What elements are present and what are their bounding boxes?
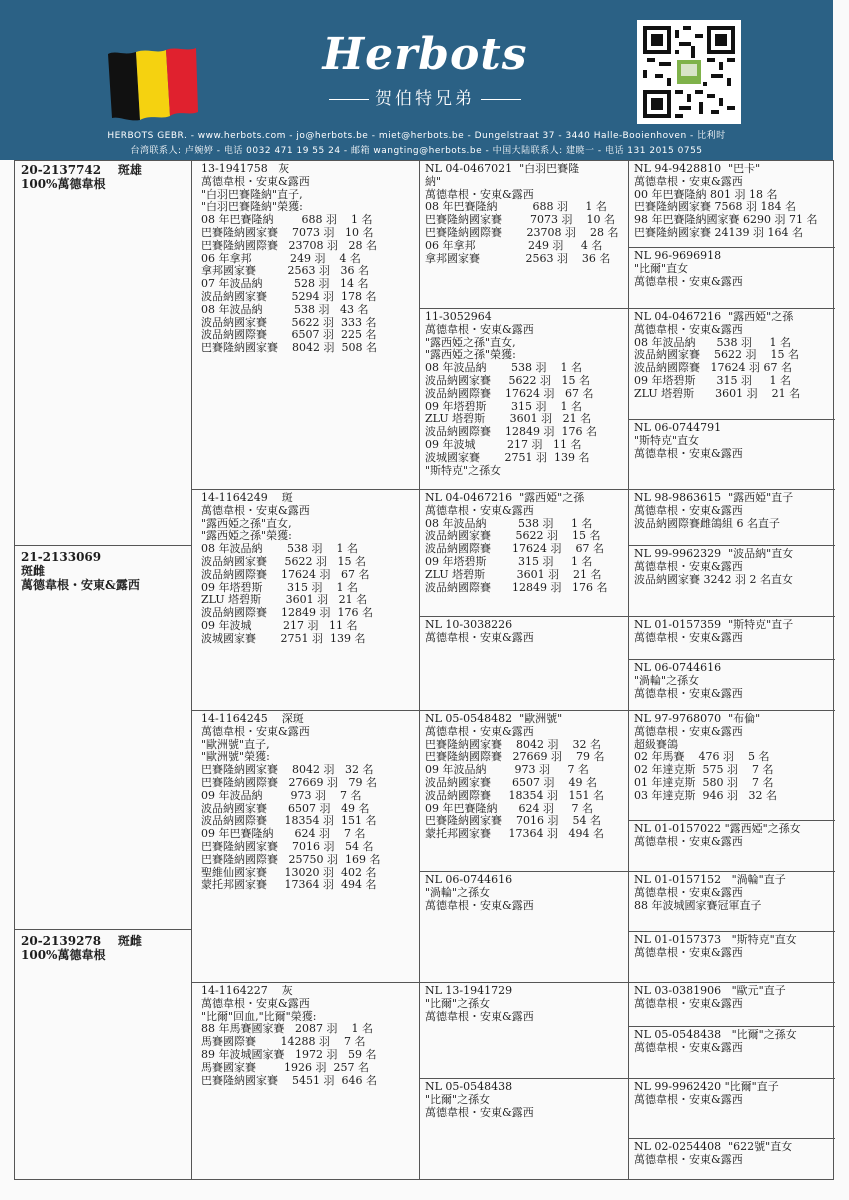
- pedigree-entry: NL 13-1941729 "比爾"之孫女 萬德韋根・安東&露西: [425, 985, 534, 1023]
- pedigree-entry: NL 01-0157373 "斯特克"直女 萬德韋根・安東&露西: [634, 934, 797, 959]
- row-divider: [628, 982, 835, 983]
- row-divider: [628, 710, 835, 711]
- pedigree-entry: NL 05-0548482 "歐洲號" 萬德韋根・安東&露西 巴賽隆納國家賽 8042 羽 32 名 巴賽隆納國際賽 27669 羽 79 名 09 年波品納 973 羽 7 名 波品納國家賽 6507 羽 49 名 波品納國際賽 18354 羽 151 名 09 年巴賽隆納 624 羽 7 名 巴賽隆納國家賽 7016 羽 54 名 蒙托邦國家賽 17364 羽 494 名: [425, 713, 605, 841]
- brand-subtitle-row: [310, 84, 540, 109]
- row-divider: [419, 489, 628, 490]
- pigeon-subject-dam: 20-2139278 斑雌 100%萬德韋根: [21, 934, 142, 962]
- pedigree-entry: NL 05-0548438 "比爾"之孫女 萬德韋根・安東&露西: [634, 1029, 797, 1054]
- pedigree-entry: NL 01-0157359 "斯特克"直子 萬德韋根・安東&露西: [634, 619, 794, 644]
- column-divider: [191, 161, 192, 1179]
- row-divider: [628, 931, 835, 932]
- pedigree-entry: NL 99-9962329 "波品納"直女 萬德韋根・安東&露西 波品納國家賽 3242 羽 2 名直女: [634, 548, 794, 586]
- row-divider: [15, 545, 191, 546]
- pedigree-entry: 13-1941758 灰 萬德韋根・安東&露西 "白羽巴賽隆納"直子, "白羽巴賽隆納"榮獲: 08 年巴賽隆納 688 羽 1 名 巴賽隆納國家賽 7073 羽 10 名 巴賽隆納國際賽 23708 羽 28 名 06 年拿邦 249 羽 4 名 拿邦國家賽 2563 羽 36 名 07 年波品納 528 羽 14 名 波品納國家賽 5294 羽 178 名 08 年波品納 538 羽 43 名 波品納國家賽 5622 羽 333 名 波品納國際賽 6507 羽 225 名 巴賽隆納國家賽 8042 羽 508 名: [201, 163, 377, 355]
- row-divider: [628, 545, 835, 546]
- row-divider: [191, 710, 419, 711]
- qr-code-icon: [643, 26, 735, 118]
- pedigree-entry: NL 06-0744616 "渦輪"之孫女 萬德韋根・安東&露西: [634, 662, 743, 700]
- pedigree-entry: 14-1164249 斑 萬德韋根・安東&露西 "露西婭之孫"直女, "露西婭之孫"榮獲: 08 年波品納 538 羽 1 名 波品納國家賽 5622 羽 15 名 波品納國際賽 17624 羽 67 名 09 年塔碧斯 315 羽 1 名 ZLU 塔碧斯 3601 羽 21 名 波品納國際賽 12849 羽 176 名 09 年波城 217 羽 11 名 波城國家賽 2751 羽 139 名: [201, 492, 373, 645]
- row-divider: [628, 820, 835, 821]
- pedigree-entry: NL 10-3038226 萬德韋根・安東&露西: [425, 619, 534, 644]
- pedigree-table: [14, 160, 834, 1180]
- pedigree-entry: NL 04-0467216 "露西婭"之孫 萬德韋根・安東&露西 08 年波品納 538 羽 1 名 波品納國家賽 5622 羽 15 名 波品納國際賽 17624 羽 67 名 09 年塔碧斯 315 羽 1 名 ZLU 塔碧斯 3601 羽 21 名: [634, 311, 801, 400]
- pedigree-entry: NL 01-0157022 "露西婭"之孫女 萬德韋根・安東&露西: [634, 823, 801, 848]
- pedigree-entry: NL 99-9962420 "比爾"直子 萬德韋根・安東&露西: [634, 1081, 779, 1106]
- pedigree-entry: 14-1164245 深斑 萬德韋根・安東&露西 "歐洲號"直子, "歐洲號"榮獲: 巴賽隆納國家賽 8042 羽 32 名 巴賽隆納國際賽 27669 羽 79 名 09 年波品納 973 羽 7 名 波品納國家賽 6507 羽 49 名 波品納國際賽 18354 羽 151 名 09 年巴賽隆納 624 羽 7 名 巴賽隆納國家賽 7016 羽 54 名 巴賽隆納國際賽 25750 羽 169 名 聖維仙國家賽 13020 羽 402 名 蒙托邦國家賽 17364 羽 494 名: [201, 713, 381, 892]
- pedigree-entry: NL 02-0254408 "622號"直女 萬德韋根・安東&露西: [634, 1141, 793, 1166]
- pedigree-entry: NL 04-0467021 "白羽巴賽隆 納" 萬德韋根・安東&露西 08 年巴賽隆納 688 羽 1 名 巴賽隆納國家賽 7073 羽 10 名 巴賽隆納國際賽 23708 羽 28 名 06 年拿邦 249 羽 4 名 拿邦國家賽 2563 羽 36 名: [425, 163, 619, 265]
- row-divider: [419, 710, 628, 711]
- belgian-flag-icon: [106, 40, 198, 122]
- pigeon-subject-sire: 20-2137742 斑雄 100%萬德韋根: [21, 163, 142, 191]
- row-divider: [628, 871, 835, 872]
- row-divider: [419, 871, 628, 872]
- row-divider: [628, 489, 835, 490]
- row-divider: [628, 659, 835, 660]
- pedigree-entry: NL 01-0157152 "渦輪"直子 萬德韋根・安東&露西 88 年波城國家賽冠軍直子: [634, 874, 786, 912]
- row-divider: [628, 419, 835, 420]
- row-divider: [419, 982, 628, 983]
- column-divider: [419, 161, 420, 1179]
- pedigree-entry: NL 06-0744616 "渦輪"之孫女 萬德韋根・安東&露西: [425, 874, 534, 912]
- row-divider: [191, 982, 419, 983]
- pedigree-entry: NL 03-0381906 "歐元"直子 萬德韋根・安東&露西: [634, 985, 786, 1010]
- row-divider: [628, 1138, 835, 1139]
- row-divider: [628, 247, 835, 248]
- row-divider: [628, 1078, 835, 1079]
- contact-line-2: 台湾联系人: 卢婉婷 - 电话 0032 471 19 55 24 - 邮箱 wangting@herbots.be - 中国大陆联系人: 建暁一 - 电话 131 2015 0755: [130, 146, 703, 156]
- pedigree-entry: 14-1164227 灰 萬德韋根・安東&露西 "比爾"回血,"比爾"榮獲: 88 年馬賽國家賽 2087 羽 1 名 馬賽國際賽 14288 羽 7 名 89 年波城國家賽 1972 羽 59 名 馬賽國家賽 1926 羽 257 名 巴賽隆納國家賽 5451 羽 646 名: [201, 985, 377, 1087]
- contact-line-1: HERBOTS GEBR. - www.herbots.com - jo@herbots.be - miet@herbots.be - Dungelstraat 37 - 3440 Halle-Booienhoven - 比利时: [107, 131, 726, 141]
- letterhead: [0, 0, 833, 160]
- row-divider: [628, 1026, 835, 1027]
- row-divider: [419, 308, 628, 309]
- pedigree-entry: NL 98-9863615 "露西婭"直子 萬德韋根・安東&露西 波品納國際賽雌鴿組 6 名直子: [634, 492, 794, 530]
- pedigree-entry: NL 06-0744791 "斯特克"直女 萬德韋根・安東&露西: [634, 422, 743, 460]
- pigeon-subject: 21-2133069 斑雌 萬德韋根・安東&露西: [21, 550, 140, 592]
- pedigree-entry: NL 05-0548438 "比爾"之孫女 萬德韋根・安東&露西: [425, 1081, 534, 1119]
- pedigree-entry: NL 04-0467216 "露西婭"之孫 萬德韋根・安東&露西 08 年波品納 538 羽 1 名 波品納國家賽 5622 羽 15 名 波品納國際賽 17624 羽 67 名 09 年塔碧斯 315 羽 1 名 ZLU 塔碧斯 3601 羽 21 名 波品納國際賽 12849 羽 176 名: [425, 492, 608, 594]
- row-divider: [628, 616, 835, 617]
- row-divider: [191, 489, 419, 490]
- brand-title: Herbots: [322, 29, 528, 80]
- pedigree-entry: NL 96-9696918 "比爾"直女 萬德韋根・安東&露西: [634, 250, 743, 288]
- row-divider: [419, 1078, 628, 1079]
- brand-logo: [310, 30, 540, 109]
- row-divider: [419, 616, 628, 617]
- pedigree-entry: 11-3052964 萬德韋根・安東&露西 "露西婭之孫"直女, "露西婭之孫"榮獲: 08 年波品納 538 羽 1 名 波品納國家賽 5622 羽 15 名 波品納國際賽 17624 羽 67 名 09 年塔碧斯 315 羽 1 名 ZLU 塔碧斯 3601 羽 21 名 波品納國際賽 12849 羽 176 名 09 年波城 217 羽 11 名 波城國家賽 2751 羽 139 名 "斯特克"之孫女: [425, 311, 597, 477]
- pedigree-entry: NL 94-9428810 "巴卡" 萬德韋根・安東&露西 00 年巴賽隆納 801 羽 18 名 巴賽隆納國家賽 7568 羽 184 名 98 年巴賽隆納國家賽 6290 羽 71 名 巴賽隆納國家賽 24139 羽 164 名: [634, 163, 818, 239]
- pedigree-entry: NL 97-9768070 "布倫" 萬德韋根・安東&露西 超級賽鴿 02 年馬賽 476 羽 5 名 02 年達克斯 575 羽 7 名 01 年達克斯 580 羽 7 名 03 年達克斯 946 羽 32 名: [634, 713, 777, 802]
- row-divider: [628, 308, 835, 309]
- qr-code[interactable]: [637, 20, 741, 124]
- brand-subtitle: 贺伯特兄弟: [375, 89, 475, 109]
- row-divider: [15, 929, 191, 930]
